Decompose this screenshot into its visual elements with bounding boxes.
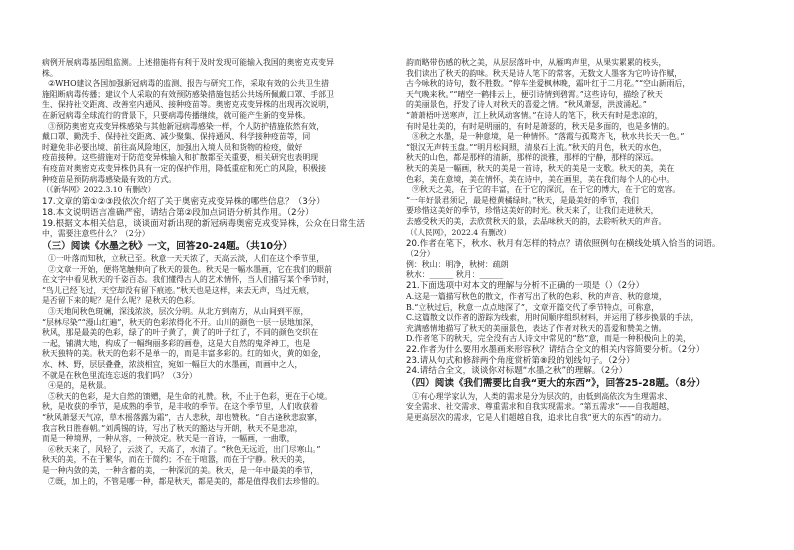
left-column-line: ④是的，是秋景。 [48, 381, 112, 391]
right-column-line: C.这篇散文以作者的游踪为线索，用时间顺序组织材料，并运用了移步换景的手法， [406, 313, 699, 323]
left-column-line: 不就是在秋色里流连忘返的我们吗？（3分） [42, 370, 197, 380]
right-column-line: 韵而略带伤感的秋之美，从层层落叶中，从雁鸣声里，从果实累累的枝头， [406, 58, 667, 67]
right-column-line: （2分） [406, 249, 435, 259]
right-column-line: ⑧秋之水墨，是一种意境，是一种情怀。“落霞与孤鹜齐飞，秋水共长天一色。” [412, 132, 685, 142]
left-column-line: 18.本文说明语言准确严密，请结合第②段加点词语分析其作用。（2分） [42, 208, 314, 219]
left-column-line: ⑦既，加上的，不管是哪一种，都是秋天，都是美的，都是值得我们去珍惜的。 [48, 476, 325, 486]
left-column-line: 株。 [42, 68, 58, 78]
right-column-line: 20.作者在笔下，秋水、秋月有怎样的特点？请依照例句在横线处填入恰当的词语。 [406, 238, 721, 249]
right-column-line: ⑨秋天之美，在于它的丰富，在于它的深沉，在于它的博大，在于它的宽容。 [412, 185, 681, 195]
right-column-line: 是更高层次的需求，它是人们超越自我，追求比自我“更大的东西”的动力。 [406, 412, 667, 422]
left-column-line: 秋天的美，不在于繁华，而在于简约；不在于喧嚣，而在于宁静。秋天的美， [42, 455, 311, 465]
left-column-line: ③天地间秋色斑斓，深浅浓淡，层次分明。从北方到南方，从山间到平原， [48, 306, 309, 316]
left-column-line: 中，需要注意些什么？（2分） [42, 229, 150, 239]
left-column-line: ②WHO建议各国加强新冠病毒的监测、报告与研究工作，采取有效的公共卫生措 [48, 79, 330, 89]
left-column-line: ①一叶落而知秋，立秋已至。秋意一天天浓了，天高云淡，人们在这个季节里， [48, 253, 325, 263]
left-column-line: 水、林、野，层层叠叠，浓淡相宜，宛如一幅巨大的水墨画，而画中之人， [42, 359, 303, 369]
right-column-line: D.作者笔下的秋天，完全没有古人诗文中常见的“愁”意，而是一种积极向上的美， [406, 334, 691, 344]
left-column-line: “层林尽染”“漫山红遍”，秋天的色彩浓得化不开。山川的颜色一层一层地加深， [42, 317, 319, 327]
right-column-line: 秋天的美是一幅画，秋天的美是一首诗，秋天的美是一支歌。秋天的美，美在 [406, 164, 675, 173]
left-column-line: （三）阅读《水墨之秋》一文，回答20-24题。（共10分） [42, 240, 293, 252]
left-column-line: 秋风，那是最美的色彩，绿了的叶子黄了，黄了的叶子红了，不同的颜色交织在 [42, 328, 319, 338]
left-column-line: 戴口罩、勤洗手、保持社交距离、减少聚集、保持通风、科学接种疫苗等，同 [42, 132, 311, 142]
left-column-line: 是一种内敛的美，一种含蓄的美，一种深沉的美。秋天，是一年中最美的季节， [42, 465, 319, 475]
left-column-line: 种疫苗是预防病毒感染最有效的方式。 [42, 174, 177, 184]
left-column-line: 施阻断病毒传播；建议个人采取的有效预防感染措施包括公共场所佩戴口罩、手部卫 [42, 89, 334, 99]
right-column-line: （《人民网》，2022.4 有删改） [406, 227, 511, 237]
left-column-line: 19.根据文本相关信息，谈谈面对新出现的新冠病毒奥密克戎变异株，公众在日常生活 [42, 218, 366, 229]
right-column-line: 24.请结合全文，谈谈你对标题“水墨之秋”的理解。（2分） [406, 366, 628, 377]
right-column-line: 古今咏秋的诗句，数不胜数。“停车坐爱枫林晚，霜叶红于二月花。”“空山新雨后， [406, 79, 691, 89]
left-column-line: “鸟儿已经飞过，天空却没有留下痕迹。”秋天也是这样，来去无声，鸟过无痕， [42, 285, 315, 295]
right-column-line: ①有心理学家认为，人类的需求是分为层次的，由低到高依次为生理需求、 [412, 391, 673, 401]
left-column-line: ②文章一开始，便将笔触伸向了秋天的景色。秋天是一幅水墨画，它在我们的眼前 [48, 264, 333, 274]
left-column-line: 17.文章的第①②③段依次介绍了关于奥密克戎变异株的哪些信息？（3分） [42, 196, 325, 207]
left-column-line: 生、保持社交距离、改善室内通风、接种疫苗等。奥密克戎变异株的出现再次说明， [42, 100, 334, 110]
left-column-line: 有疫苗对奥密克戎变异株仍具有一定的保护作用，降低重症和死亡的风险，积极接 [42, 164, 327, 173]
left-column-line: 病例开展病毒基因组监测。上述措施将有利于及时发现可能输入我国的奥密克戎变异 [42, 58, 334, 67]
left-column-line: “秋风萧瑟天气凉，草木摇落露为霜”，古人悲秋，却也赞秋。“自古逢秋悲寂寥， [42, 412, 323, 422]
right-column-line: 去感受秋天的美，去欣赏秋天的景，去品味秋天的韵，去聆听秋天的声音。 [406, 217, 667, 226]
left-column-line: 秋天独特的美。秋天的色彩不是单一的，而是丰富多彩的。红的如火，黄的如金， [42, 349, 327, 359]
right-column-line: 秋水：______ 秋月：______ [406, 270, 504, 280]
right-column-line: 21.下面选项中对本文的理解与分析不正确的一项是（）（2分） [406, 281, 645, 292]
left-column-line: 而是一种境界，一种从容，一种淡定。秋天是一首诗，一幅画，一曲歌， [42, 434, 295, 444]
right-column-line: “萧萧梧叶送寒声，江上秋风动客情。”在诗人的笔下，秋天有时是悲凉的， [406, 111, 663, 120]
right-column-line: “一年好景君须记，最是橙黄橘绿时。”秋天，是最美好的季节，我们 [406, 195, 639, 205]
right-column-line: 色彩，美在意境，美在情怀，美在诗中，美在画里，美在我们每个人的心中。 [406, 174, 675, 184]
right-column-line: B.“立秋过后，秋意一点点地深了”，文章开篇交代了季节特点，可称意， [406, 302, 660, 312]
right-column-line: 要珍惜这美好的季节，珍惜这美好的时光。秋天来了，让我们走进秋天， [406, 206, 659, 216]
left-column-line: 在新冠病毒全球流行的背景下，只要病毒传播继续，就可能产生新的变异株。 [42, 111, 311, 120]
left-column-line: ⑥秋天来了，风轻了，云淡了，天高了，水清了。“秋色无远近，出门尽寒山。” [48, 444, 321, 454]
right-column-line: 我们读出了秋天的韵味。秋天是诗人笔下的常客，无数文人墨客为它吟诗作赋， [406, 68, 683, 78]
left-column-line: ③预防奥密克戎变异株感染与其他新冠病毒感染一样，个人防护措施依然有效， [48, 121, 325, 131]
left-column-line: 疫苗接种。这些措施对于防范变异株输入和扩散都至关重要，相关研究也表明现 [42, 153, 319, 163]
left-column-line: 我言秋日胜春朝。”刘禹锡的诗，写出了秋天的豁达与开朗，秋天不是悲凉， [42, 423, 303, 433]
right-column-line: 天气晚来秋。”“晴空一鹤排云上，便引诗情到碧霄。”这些诗句，描绘了秋天 [406, 89, 663, 99]
right-column-line: 例：秋山：明净，秋树：疏朗 [406, 259, 509, 269]
left-column-line: （《新华网》2022.3.10 有删改） [42, 185, 156, 195]
left-column-line: 在文字中看见秋天的千姿百态。我们懂得古人的艺术情怀，当人们描写某个季节时， [42, 275, 334, 285]
right-column-line: 22.作者为什么要用水墨画来形容秋？请结合全文的相关内容简要分析。（2分） [406, 345, 705, 355]
left-column [42, 0, 424, 550]
left-column-line: 一起，铺满大地，构成了一幅绚丽多彩的画卷，这是大自然的鬼斧神工，也是 [42, 338, 311, 348]
right-column [406, 0, 788, 550]
right-column-line: 充满感情地描写了秋天的美丽景色，表达了作者对秋天的喜爱和赞美之情。 [406, 323, 667, 333]
right-column-line: 秋天的山色，都是那样的清新，那样的淡雅，那样的宁静，那样的深远。 [406, 153, 659, 163]
left-column-line: ⑤秋天的色彩，是大自然的馈赠，是生命的礼赞。秋，不止于色彩，更在于心境。 [48, 391, 333, 401]
right-column-line: 的美丽景色，抒发了诗人对秋天的喜爱之情。“秋风萧瑟，洪波涌起。” [406, 100, 647, 110]
left-column-line: 是否留下来的呢？是什么呢？是秋天的色彩。 [42, 296, 200, 306]
right-column-line: 安全需求、社交需求、尊重需求和自我实现需求。“第五需求”——自我超越， [406, 402, 675, 412]
right-column-line: “银汉无声转玉盘。”“明月松间照，清泉石上流。”秋天的月色，秋天的水色， [406, 142, 667, 152]
right-column-line: （四）阅读《我们需要比自我“更大的东西”》，回答25-28题。（8分） [406, 377, 706, 389]
left-column-line: 秋，是收获的季节，是成熟的季节，是丰收的季节。在这个季节里，人们收获着 [42, 402, 319, 412]
right-column-line: 有时是壮美的，有时是明丽的，有时是萧瑟的，秋天是多面的，也是多情的。 [406, 121, 675, 131]
left-column-line: 时避免非必要出境、前往高风险地区，加强出入境人员和货物的检疫，做好 [42, 142, 303, 152]
right-column-line: A.这是一篇描写秋色的散文，作者写出了秋的色彩、秋的声音、秋的意境， [406, 292, 667, 301]
right-column-line: 23.请从句式和修辞两个角度赏析第⑧段的划线句子。（2分） [406, 355, 635, 366]
